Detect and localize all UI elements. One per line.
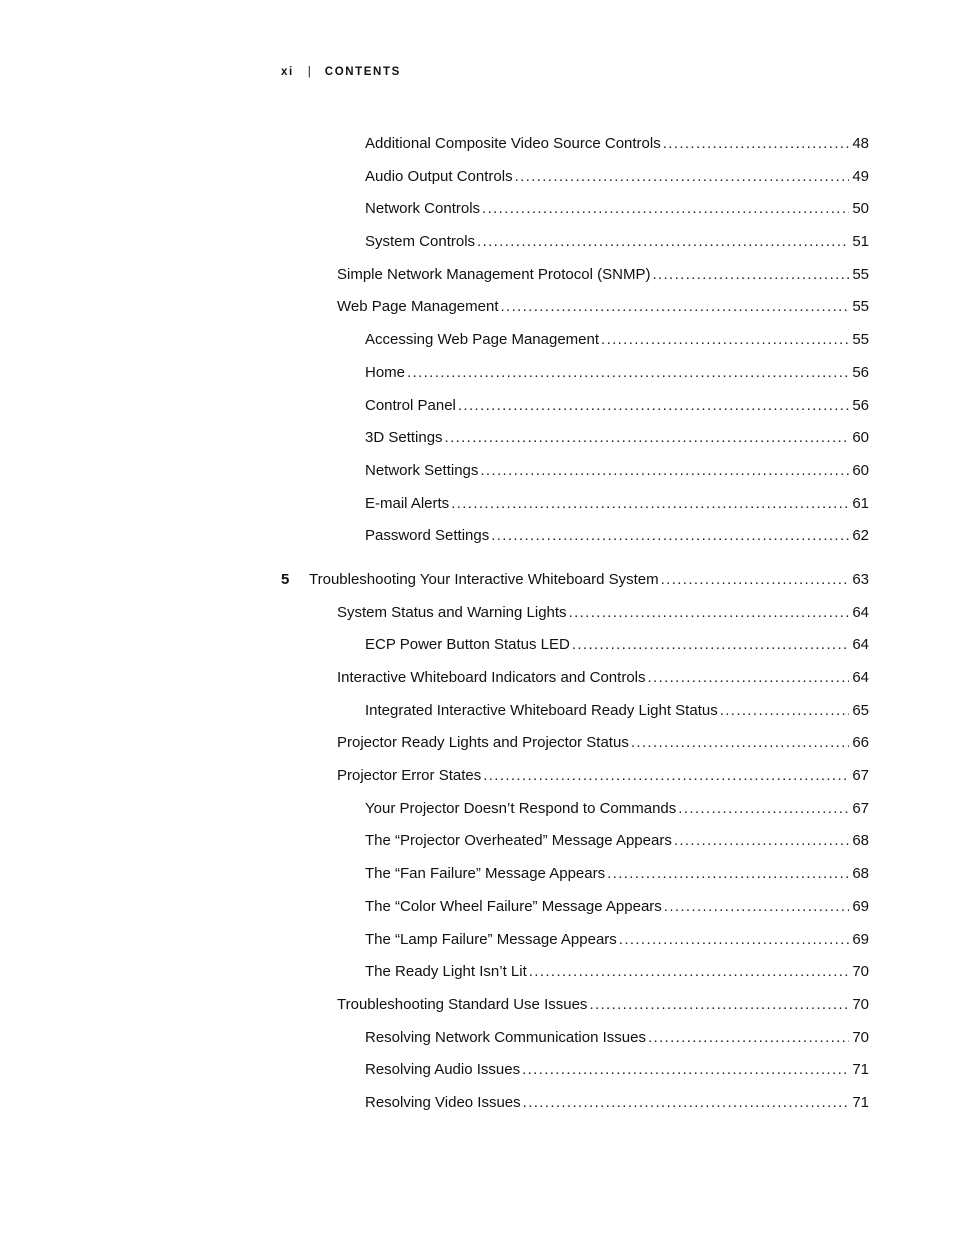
- running-header: [281, 66, 401, 78]
- toc-entry-page-number: 61: [852, 494, 869, 512]
- toc-entry-page-number: 56: [852, 396, 869, 414]
- toc-entry-title: Resolving Network Communication Issues: [365, 1028, 646, 1046]
- toc-entry[interactable]: [0, 727, 954, 760]
- toc-entry[interactable]: [0, 324, 954, 357]
- toc-entry[interactable]: [0, 793, 954, 826]
- dot-leader: [482, 193, 849, 226]
- toc-entry[interactable]: [0, 226, 954, 259]
- toc-entry-page-number: 55: [852, 331, 869, 349]
- toc-entry-title: Network Controls: [365, 200, 481, 218]
- dot-leader: [663, 128, 850, 161]
- toc-entry[interactable]: [0, 259, 954, 292]
- toc-entry-row: [365, 324, 869, 357]
- toc-entry-title: Password Settings: [365, 527, 490, 545]
- toc-entry[interactable]: [0, 891, 954, 924]
- toc-entry-page-number: 55: [852, 265, 869, 283]
- dot-leader: [501, 291, 850, 324]
- toc-entry-row: [365, 488, 869, 521]
- toc-entry-page-number: 49: [852, 167, 869, 185]
- toc-entry-title: Audio Output Controls: [365, 167, 513, 185]
- dot-leader: [607, 858, 849, 891]
- toc-entry[interactable]: [0, 695, 954, 728]
- toc-entry-row: [365, 357, 869, 390]
- toc-entry[interactable]: [0, 161, 954, 194]
- dot-leader: [572, 629, 849, 662]
- header-separator: |: [307, 66, 311, 78]
- toc-entry[interactable]: [0, 760, 954, 793]
- toc-entry-title: Additional Composite Video Source Controls: [365, 135, 661, 152]
- toc-entry-page-number: 69: [852, 930, 869, 948]
- dot-leader: [674, 825, 849, 858]
- toc-entry-row: [337, 989, 869, 1022]
- dot-leader: [569, 597, 850, 630]
- toc-entry[interactable]: [0, 989, 954, 1022]
- toc-entry-title: Interactive Whiteboard Indicators and Controls: [337, 669, 646, 686]
- dot-leader: [720, 695, 850, 728]
- toc-entry-title: Troubleshooting Standard Use Issues: [337, 995, 588, 1013]
- toc-entry-title: Projector Ready Lights and Projector Status: [337, 734, 629, 752]
- toc-entry-row: [337, 760, 869, 793]
- toc-entry-page-number: 62: [852, 527, 869, 545]
- toc-entry-title: Resolving Audio Issues: [365, 1061, 521, 1079]
- toc-entry-title: System Controls: [365, 233, 476, 251]
- toc-entry-title: The “Fan Failure” Message Appears: [365, 865, 606, 883]
- toc-entry-title: Control Panel: [365, 396, 456, 414]
- toc-entry-title: Web Page Management: [337, 298, 499, 316]
- dot-leader: [407, 357, 849, 390]
- toc-entry[interactable]: [0, 1054, 954, 1087]
- toc-entry-row: [365, 455, 869, 488]
- toc-entry[interactable]: [0, 825, 954, 858]
- toc-entry-title: The “Projector Overheated” Message Appears: [365, 832, 672, 850]
- toc-entry-page-number: 70: [852, 995, 869, 1013]
- toc-entry[interactable]: [0, 193, 954, 226]
- toc-entry-page-number: 55: [852, 298, 869, 316]
- toc-entry-title: Resolving Video Issues: [365, 1093, 521, 1111]
- toc-entry-row: [365, 226, 869, 259]
- toc-entry-page-number: 51: [852, 233, 869, 251]
- toc-entry-page-number: 70: [852, 963, 869, 981]
- toc-entry[interactable]: [0, 390, 954, 423]
- toc-entry-title: Troubleshooting Your Interactive Whiteboard System: [309, 570, 659, 588]
- dot-leader: [477, 226, 849, 259]
- toc-entry-page-number: 64: [852, 603, 869, 621]
- dot-leader: [522, 1054, 849, 1087]
- toc-entry[interactable]: [0, 924, 954, 957]
- dot-leader: [664, 891, 850, 924]
- toc-entry-page-number: 69: [852, 897, 869, 915]
- dot-leader: [661, 564, 850, 597]
- dot-leader: [529, 956, 850, 989]
- toc-entry-title: The “Lamp Failure” Message Appears: [365, 930, 617, 948]
- toc-entry[interactable]: [0, 128, 954, 161]
- toc-entry-title: Integrated Interactive Whiteboard Ready Light Status: [365, 701, 718, 719]
- toc-entry-row: [365, 1054, 869, 1087]
- toc-entry-page-number: 70: [852, 1028, 869, 1046]
- toc-entry-page-number: 48: [852, 135, 869, 152]
- dot-leader: [619, 924, 850, 957]
- toc-entry[interactable]: [0, 291, 954, 324]
- toc-entry-title: Home: [365, 363, 406, 381]
- toc-chapter-entry[interactable]: [0, 564, 954, 597]
- dot-leader: [491, 520, 849, 553]
- toc-chapter-number: 5: [281, 570, 290, 588]
- toc-entry-row: [365, 128, 869, 161]
- toc-entry-row: [337, 662, 869, 695]
- toc-entry-title: Your Projector Doesn’t Respond to Commands: [365, 799, 677, 817]
- toc-entry-row: [365, 695, 869, 728]
- toc-entry-page-number: 67: [852, 799, 869, 817]
- dot-leader: [483, 760, 849, 793]
- toc-entry-row: [365, 793, 869, 826]
- toc-entry-page-number: 63: [852, 570, 869, 588]
- toc-entry-page-number: 65: [852, 701, 869, 719]
- toc-entry[interactable]: [0, 1022, 954, 1055]
- dot-leader: [523, 1087, 850, 1120]
- dot-leader: [458, 390, 849, 423]
- toc-entry-row: [365, 858, 869, 891]
- toc-entry-title: E-mail Alerts: [365, 494, 450, 512]
- dot-leader: [601, 324, 849, 357]
- toc-entry-title: The Ready Light Isn’t Lit: [365, 963, 527, 981]
- toc-entry[interactable]: [0, 629, 954, 662]
- toc-entry[interactable]: [0, 357, 954, 390]
- toc-entry-title: System Status and Warning Lights: [337, 603, 567, 621]
- toc-entry-row: [365, 422, 869, 455]
- table-of-contents: [0, 128, 954, 1120]
- toc-entry-page-number: 60: [852, 429, 869, 447]
- dot-leader: [648, 1022, 849, 1055]
- dot-leader: [652, 259, 849, 292]
- dot-leader: [589, 989, 849, 1022]
- toc-entry-row: [365, 629, 869, 662]
- toc-entry-row: [337, 259, 869, 292]
- toc-entry-page-number: 56: [852, 363, 869, 381]
- toc-entry-page-number: 66: [852, 734, 869, 752]
- toc-entry-page-number: 71: [852, 1061, 869, 1079]
- toc-entry-title: Network Settings: [365, 461, 479, 479]
- toc-entry-title: The “Color Wheel Failure” Message Appears: [365, 897, 662, 915]
- toc-entry[interactable]: [0, 956, 954, 989]
- toc-entry-page-number: 71: [852, 1093, 869, 1111]
- dot-leader: [631, 727, 849, 760]
- toc-entry-page-number: 68: [852, 865, 869, 883]
- toc-entry[interactable]: [0, 597, 954, 630]
- toc-entry-page-number: 67: [852, 767, 869, 785]
- toc-entry-title: 3D Settings: [365, 429, 443, 447]
- toc-entry-row: [365, 956, 869, 989]
- toc-entry-row: [365, 193, 869, 226]
- toc-entry[interactable]: [0, 520, 954, 553]
- toc-entry-row: [365, 1087, 869, 1120]
- header-section-title: CONTENTS: [324, 66, 401, 78]
- toc-entry-title: Accessing Web Page Management: [365, 331, 600, 349]
- toc-entry[interactable]: [0, 858, 954, 891]
- toc-entry-page-number: 68: [852, 832, 869, 850]
- toc-entry-page-number: 60: [852, 461, 869, 479]
- toc-entry-row: [309, 564, 869, 597]
- toc-entry-title: Simple Network Management Protocol (SNMP): [337, 265, 651, 283]
- toc-entry-row: [365, 161, 869, 194]
- toc-entry[interactable]: [0, 488, 954, 521]
- dot-leader: [480, 455, 849, 488]
- toc-entry-row: [365, 520, 869, 553]
- toc-entry-row: [365, 891, 869, 924]
- toc-entry-title: ECP Power Button Status LED: [365, 636, 570, 654]
- toc-entry-page-number: 50: [852, 200, 869, 218]
- dot-leader: [648, 662, 850, 695]
- toc-entry-row: [365, 1022, 869, 1055]
- toc-entry-row: [365, 825, 869, 858]
- toc-entry-row: [337, 597, 869, 630]
- toc-entry[interactable]: [0, 422, 954, 455]
- toc-entry-row: [365, 924, 869, 957]
- toc-entry-row: [337, 727, 869, 760]
- toc-entry[interactable]: [0, 455, 954, 488]
- toc-entry-row: [337, 291, 869, 324]
- toc-entry-title: Projector Error States: [337, 767, 482, 785]
- dot-leader: [515, 161, 850, 194]
- toc-entry[interactable]: [0, 662, 954, 695]
- dot-leader: [451, 488, 849, 521]
- toc-entry-row: [365, 390, 869, 423]
- dot-leader: [445, 422, 850, 455]
- toc-entry[interactable]: [0, 1087, 954, 1120]
- header-page-number: xi: [281, 66, 294, 78]
- toc-entry-page-number: 64: [852, 636, 869, 654]
- toc-entry-page-number: 64: [852, 669, 869, 686]
- dot-leader: [678, 793, 849, 826]
